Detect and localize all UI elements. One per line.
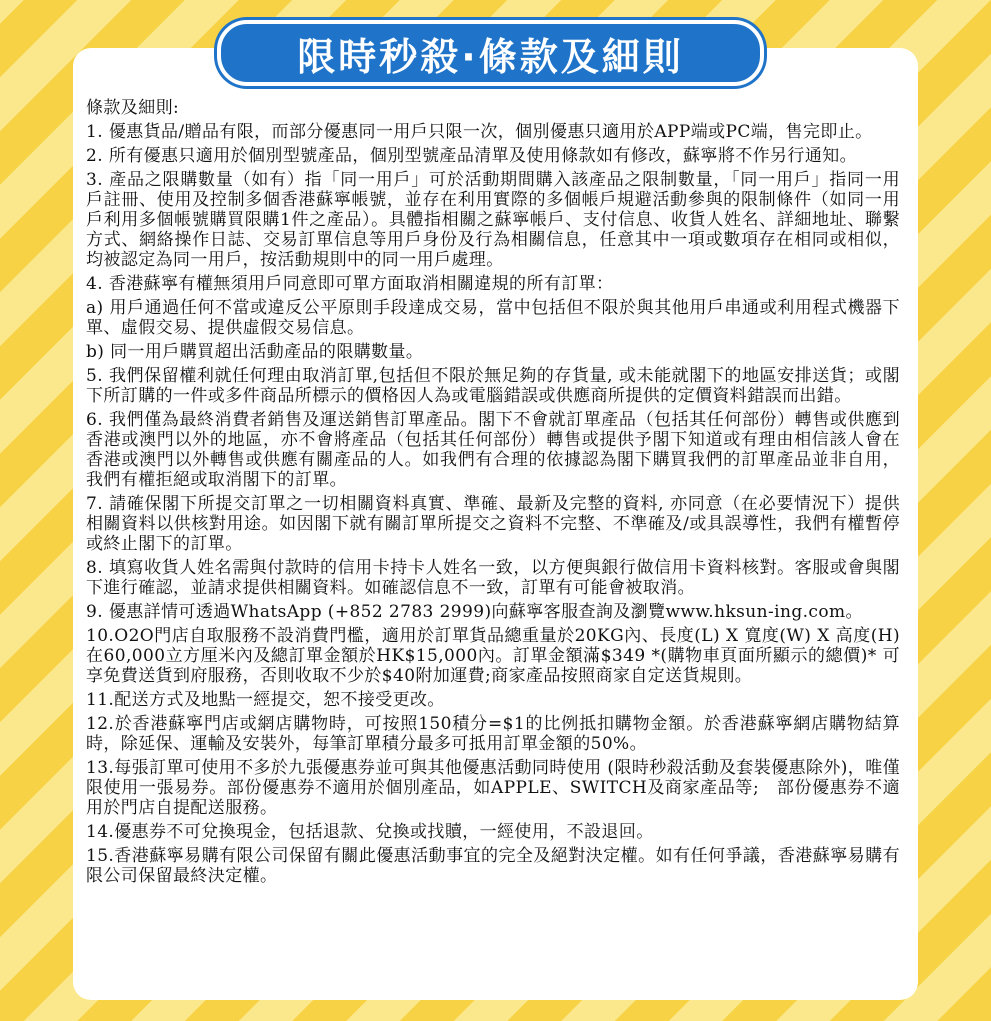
clause-5: 5. 我們保留權利就任何理由取消訂單,包括但不限於無足夠的存貨量, 或未能就閣下的地區安排送貨；或閣下所訂購的一件或多件商品所標示的價格因人為或電腦錯誤或供應商所提供的定價資料錯誤而出錯。 <box>86 366 900 406</box>
terms-body <box>86 98 900 890</box>
clause-1: 1. 優惠貨品/贈品有限，而部分優惠同一用戶只限一次，個別優惠只適用於APP端或PC端，售完即止。 <box>86 122 873 142</box>
clause-14: 14.優惠券不可兌換現金，包括退款、兌換或找贖，一經使用，不設退回。 <box>86 822 654 842</box>
clause-15: 15.香港蘇寧易購有限公司保留有關此優惠活動事宜的完全及絕對決定權。如有任何爭議，香港蘇寧易購有限公司保留最終決定權。 <box>86 846 900 886</box>
page-title: 限時秒殺·條款及細則 <box>297 34 684 79</box>
clause-3: 3. 產品之限購數量（如有）指「同一用戶」可於活動期間購入該產品之限制數量，「同一用戶」指同一用戶註冊、使用及控制多個香港蘇寧帳號，並存在利用實際的多個帳戶規避活動參與的限制條件（如同一用戶利用多個帳號購買限購1件之產品）。具體指相關之蘇寧帳戶、支付信息、收貨人姓名、詳細地址、聯繫方式、網絡操作日誌、交易訂單信息等用戶身份及行為相關信息，任意其中一項或數項存在相同或相似，均被認定為同一用戶，按活動規則中的同一用戶處理。 <box>86 170 900 270</box>
clause-2: 2. 所有優惠只適用於個別型號產品，個別型號產品清單及使用條款如有修改，蘇寧將不作另行通知。 <box>86 146 858 166</box>
clause-6: 6. 我們僅為最終消費者銷售及運送銷售訂單產品。閣下不會就訂單產品（包括其任何部份）轉售或供應到香港或澳門以外的地區，亦不會將產品（包括其任何部份）轉售或提供予閣下知道或有理由相信該人會在香港或澳門以外轉售或供應有關產品的人。如我們有合理的依據認為閣下購買我們的訂單產品並非自用，我們有權拒絕或取消閣下的訂單。 <box>86 410 900 490</box>
clause-4: 4. 香港蘇寧有權無須用戶同意即可單方面取消相關違規的所有訂單： <box>86 274 614 294</box>
clause-10: 10.O2O門店自取服務不設消費門檻，適用於訂單貨品總重量於20KG內、長度(L) X 寬度(W) X 高度(H)在60,000立方厘米內及總訂單金額於HK$15,000內。訂單金額滿$349 *(購物車頁面所顯示的總價)* 可享免費送貨到府服務，否則收取不少於$40附加運費;商家產品按照商家自定送貨規則。 <box>86 626 900 686</box>
clause-4a: a) 用戶通過任何不當或違反公平原則手段達成交易，當中包括但不限於與其他用戶串通或利用程式機器下單、虛假交易、提供虛假交易信息。 <box>86 298 900 338</box>
clause-11: 11.配送方式及地點一經提交，恕不接受更改。 <box>86 690 445 710</box>
clause-13: 13.每張訂單可使用不多於九張優惠券並可與其他優惠活動同時使用 (限時秒殺活動及套裝優惠除外)，唯僅限使用一張易券。部份優惠券不適用於個別產品，如APPLE、SWITCH及商家產品等; 部份優惠券不適用於門店自提配送服務。 <box>86 758 900 818</box>
clause-12: 12.於香港蘇寧門店或網店購物時，可按照150積分=$1的比例抵扣購物金額。於香港蘇寧網店購物結算時，除延保、運輸及安裝外，每筆訂單積分最多可抵用訂單金額的50%。 <box>86 714 900 754</box>
title-banner <box>217 20 764 86</box>
terms-heading: 條款及細則: <box>86 98 180 118</box>
clause-4b: b) 同一用戶購買超出活動產品的限購數量。 <box>86 342 424 362</box>
clause-8: 8. 填寫收貨人姓名需與付款時的信用卡持卡人姓名一致，以方便與銀行做信用卡資料核對。客服或會與閣下進行確認，並請求提供相關資料。如確認信息不一致，訂單有可能會被取消。 <box>86 558 900 598</box>
clause-7: 7. 請確保閣下所提交訂單之一切相關資料真實、準確、最新及完整的資料, 亦同意（在必要情況下）提供相關資料以供核對用途。如因閣下就有關訂單所提交之資料不完整、不準確及/或具誤導性，我們有權暫停或終止閣下的訂單。 <box>86 494 900 554</box>
clause-9: 9. 優惠詳情可透過WhatsApp (+852 2783 2999)向蘇寧客服查詢及瀏覽www.hksun-ing.com。 <box>86 602 863 622</box>
